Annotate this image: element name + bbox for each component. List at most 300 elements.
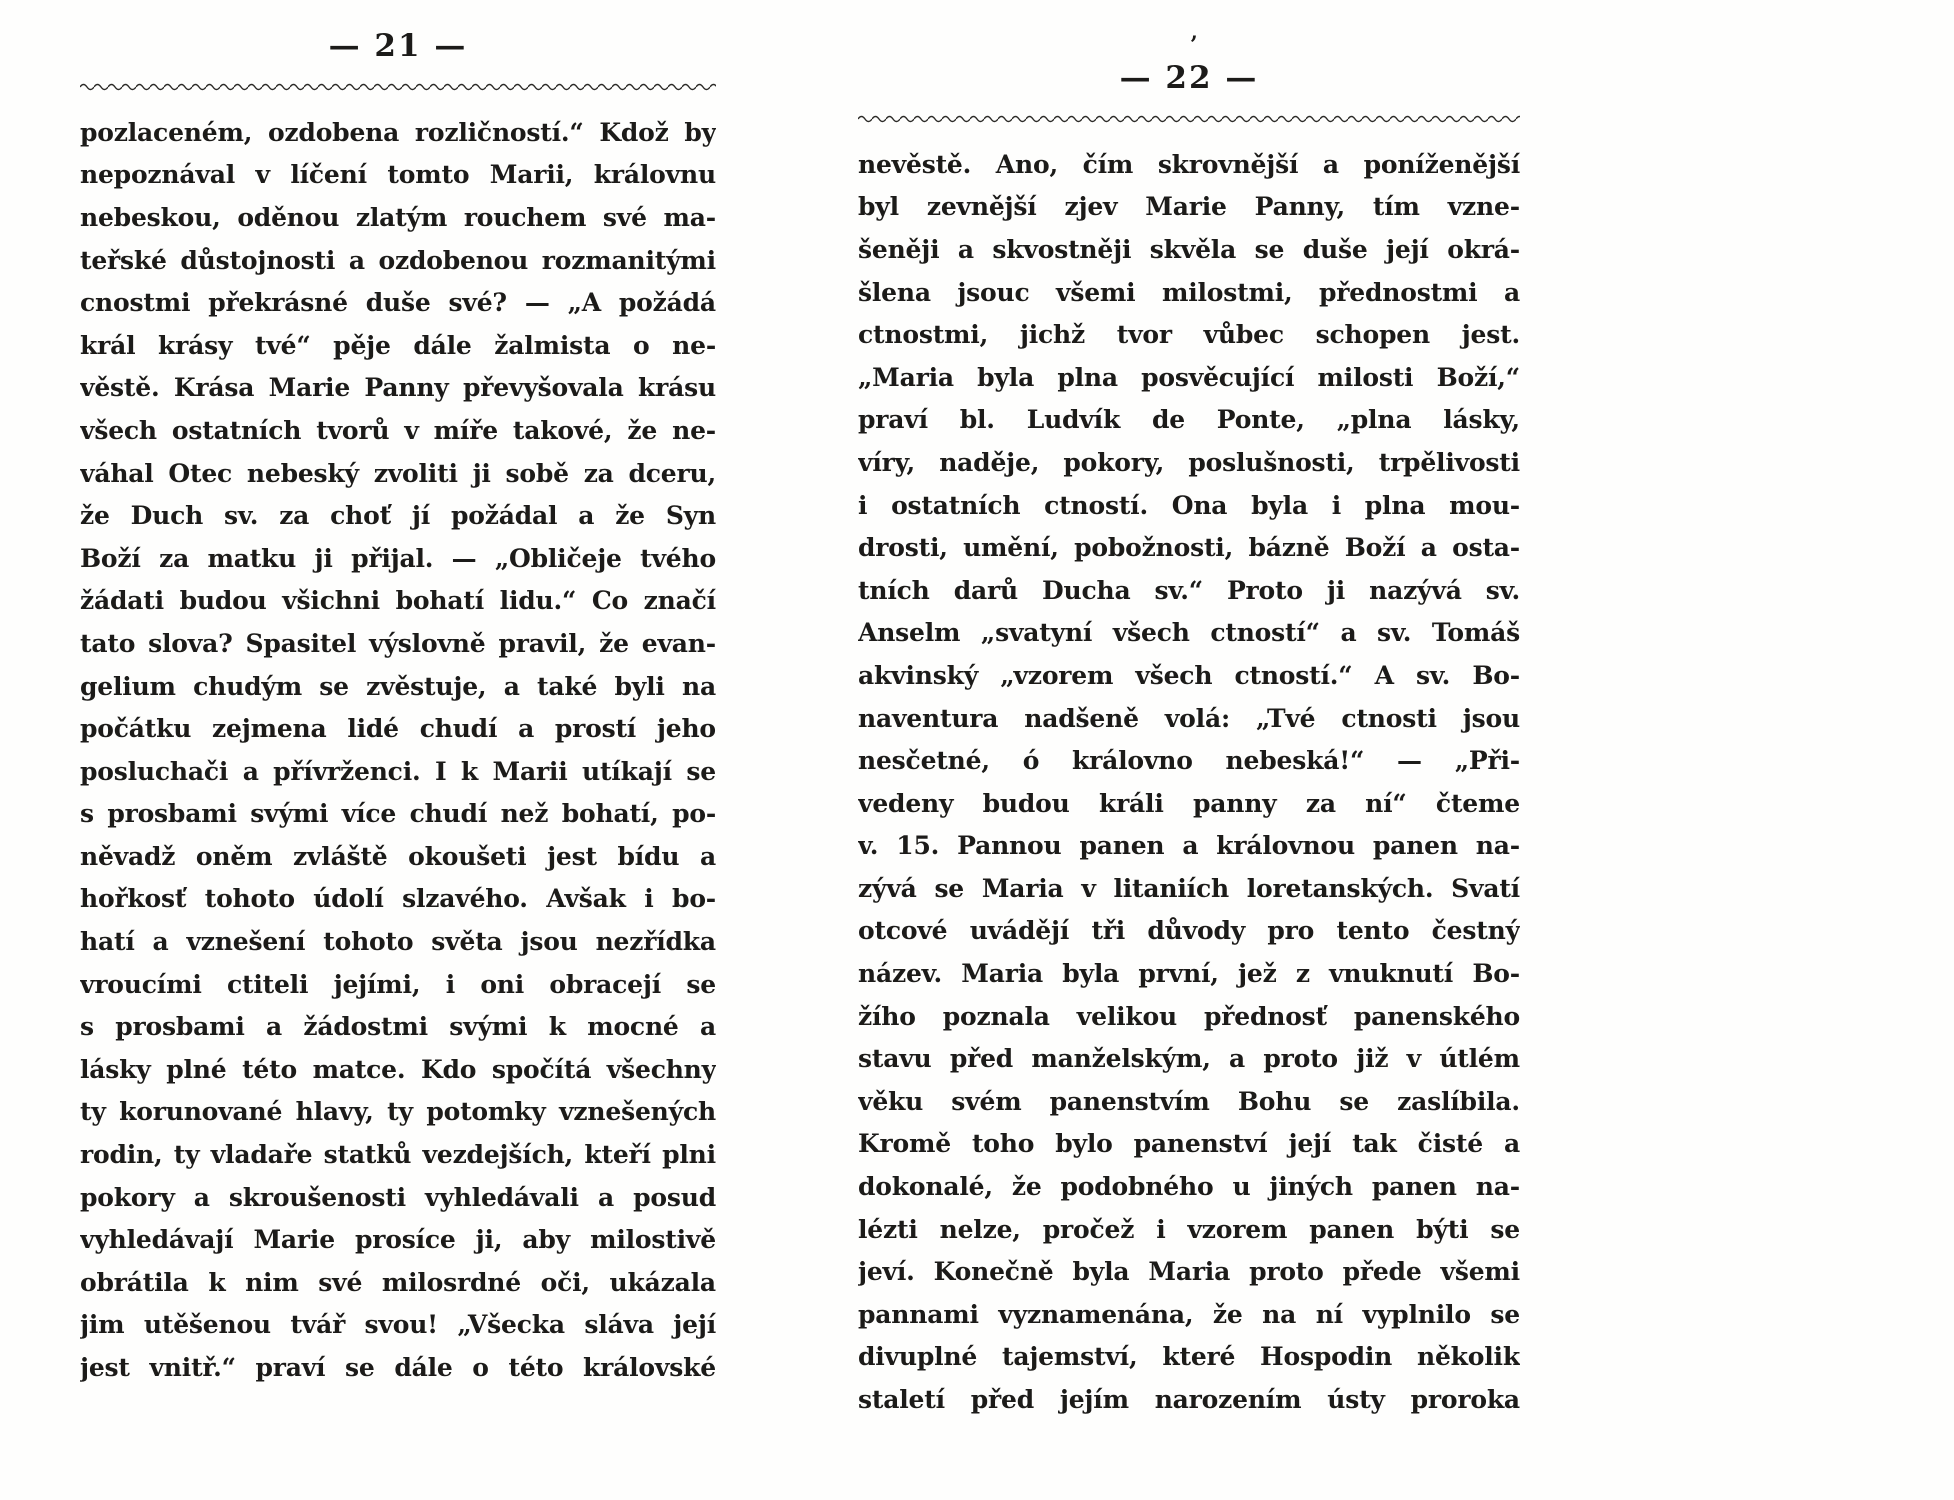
word: svém: [951, 1086, 1022, 1116]
text-line: [80, 111, 716, 154]
word: Co: [591, 586, 629, 616]
word: býti: [1416, 1214, 1469, 1244]
word: chudí: [409, 799, 488, 829]
word: volá:: [1164, 703, 1230, 733]
word: zaslíbila.: [1397, 1086, 1520, 1116]
word: s: [80, 1012, 94, 1042]
word: šeněji: [858, 234, 940, 264]
text-line: [858, 228, 1520, 271]
page-text-block: [80, 111, 716, 1389]
word: nezřídka: [595, 927, 716, 957]
text-line: [80, 1133, 716, 1176]
text-line: [80, 878, 716, 921]
word: váhal: [80, 458, 154, 488]
word: požádal: [450, 501, 558, 531]
word: se: [686, 756, 716, 786]
word: zývá: [858, 873, 917, 903]
word: umění,: [963, 533, 1059, 563]
word: údolí: [313, 884, 384, 914]
word: Boží: [80, 543, 141, 573]
word: počátku: [80, 714, 192, 744]
word: ní“: [1365, 788, 1407, 818]
word: všichni: [282, 586, 380, 616]
word: —: [524, 288, 550, 318]
word: tvorů: [316, 415, 390, 445]
word: a: [348, 245, 365, 275]
word: „Obličeje: [494, 543, 622, 573]
word: sv.: [1377, 618, 1412, 648]
word: vzorem: [1187, 1214, 1288, 1244]
word: převyšovala: [463, 373, 624, 403]
text-line: [858, 1378, 1520, 1421]
word: utěšenou: [143, 1310, 271, 1340]
word: —: [451, 543, 477, 573]
word: praví: [858, 405, 928, 435]
word: okoušeti: [408, 841, 527, 871]
word: světa: [431, 927, 503, 957]
word: víry,: [858, 447, 916, 477]
word: na-: [1475, 1172, 1520, 1202]
word: ukázala: [609, 1267, 716, 1297]
word: a: [700, 1012, 716, 1042]
text-line: [858, 441, 1520, 484]
word: k: [460, 756, 479, 786]
word: z: [1295, 959, 1310, 989]
text-line: [858, 825, 1520, 868]
word: lásky: [80, 1054, 151, 1084]
word: pobožnosti,: [1074, 533, 1234, 563]
word: a: [1503, 277, 1520, 307]
word: ty: [387, 1097, 413, 1127]
text-line: [80, 494, 716, 537]
word: choť: [330, 501, 391, 531]
word: zvláště: [292, 841, 388, 871]
word: prosíce: [354, 1225, 456, 1255]
word: a: [1229, 1044, 1246, 1074]
word: lidé: [347, 714, 399, 744]
word: jiných: [1269, 1172, 1353, 1202]
word: nebeská!“: [1225, 746, 1365, 776]
word: uvádějí: [969, 916, 1070, 946]
word: bl.: [959, 405, 995, 435]
word: chudým: [193, 671, 302, 701]
word: také: [537, 671, 598, 701]
word: všemi: [1056, 277, 1136, 307]
word: Ludvík: [1026, 405, 1121, 435]
word: nadšeně: [1024, 703, 1139, 733]
word: této: [242, 1054, 297, 1084]
word: čisté: [1417, 1129, 1483, 1159]
word: zevnější: [926, 192, 1037, 222]
word: tohoto: [204, 884, 295, 914]
word: A: [1374, 660, 1394, 690]
text-line: [80, 622, 716, 665]
word: o: [472, 1353, 489, 1383]
word: byla: [1251, 490, 1308, 520]
word: drosti,: [858, 533, 948, 563]
word: bídu: [617, 841, 680, 871]
word: jsou: [1462, 703, 1520, 733]
word: jeho: [656, 714, 716, 744]
word: darů: [953, 575, 1018, 605]
word: šlena: [858, 277, 931, 307]
word: jim: [80, 1310, 125, 1340]
word: posvěcující: [1141, 362, 1295, 392]
word: Marie: [268, 373, 351, 403]
word: oni: [480, 969, 525, 999]
word: Anselm: [858, 618, 961, 648]
word: teřské: [80, 245, 167, 275]
word: této: [508, 1353, 564, 1383]
word: vroucími: [80, 969, 202, 999]
word: oči,: [540, 1267, 590, 1297]
word: jest: [547, 841, 597, 871]
word: v: [404, 415, 419, 445]
word: naděje,: [939, 447, 1040, 477]
word: bo-: [672, 884, 716, 914]
word: Maria: [1148, 1257, 1231, 1287]
text-line: [858, 1123, 1520, 1166]
word: „Tvé: [1256, 703, 1316, 733]
word: budou: [982, 788, 1070, 818]
word: a: [1322, 149, 1339, 179]
word: a: [266, 1012, 283, 1042]
word: přede: [1342, 1257, 1422, 1287]
word: tních: [858, 575, 930, 605]
text-line: [858, 910, 1520, 953]
word: nevěstě.: [858, 149, 972, 179]
word: okrá-: [1447, 234, 1520, 264]
word: akvinský: [858, 660, 979, 690]
word: na: [1262, 1299, 1297, 1329]
text-line: [858, 654, 1520, 697]
word: její: [673, 1310, 716, 1340]
word: nelze,: [939, 1214, 1021, 1244]
word: za: [1305, 788, 1336, 818]
text-line: [858, 867, 1520, 910]
word: utíkají: [581, 756, 672, 786]
word: než: [500, 799, 549, 829]
word: ústy: [1327, 1385, 1385, 1415]
word: v: [1081, 873, 1096, 903]
word: Avšak: [546, 884, 626, 914]
word: panenství: [1133, 1129, 1268, 1159]
word: svými: [449, 1012, 528, 1042]
word: před: [970, 1385, 1034, 1415]
word: dále: [394, 1353, 453, 1383]
word: ctiteli: [226, 969, 309, 999]
word: obrátila: [80, 1267, 189, 1297]
word: název.: [858, 959, 942, 989]
text-line: [80, 1091, 716, 1134]
word: tato: [80, 628, 136, 658]
word: matce.: [312, 1054, 406, 1084]
word: Bohu: [1237, 1086, 1312, 1116]
word: věstě.: [80, 373, 160, 403]
word: všemi: [1440, 1257, 1520, 1287]
word: Ponte,: [1216, 405, 1305, 435]
text-line: [858, 313, 1520, 356]
word: a: [957, 234, 974, 264]
word: jejími,: [333, 969, 421, 999]
text-line: [858, 739, 1520, 782]
word: vznešení: [186, 927, 306, 957]
word: Panny,: [1254, 192, 1345, 222]
word: Svatí: [1451, 873, 1520, 903]
word: panen: [1371, 1172, 1457, 1202]
word: vyplnilo: [1362, 1299, 1471, 1329]
word: žalmista: [494, 330, 611, 360]
word: gelium: [80, 671, 176, 701]
word: tím: [1372, 192, 1420, 222]
word: před: [949, 1044, 1014, 1074]
word: loretanských.: [1246, 873, 1434, 903]
word: čteme: [1435, 788, 1520, 818]
word: slzavého.: [402, 884, 528, 914]
word: narozením: [1154, 1385, 1302, 1415]
word: které: [1162, 1342, 1236, 1372]
word: Tomáš: [1431, 618, 1520, 648]
word: skrovnější: [1157, 149, 1299, 179]
word: posluchači: [80, 756, 229, 786]
word: přednosť: [1203, 1001, 1327, 1031]
word: své: [602, 202, 647, 232]
text-line: [80, 1261, 716, 1304]
word: tvář: [290, 1310, 346, 1340]
text-line: [858, 1293, 1520, 1336]
text-line: [80, 580, 716, 623]
word: rozmanitými: [541, 245, 716, 275]
ink-speck: ’: [1190, 32, 1198, 58]
word: panny: [1192, 788, 1277, 818]
word: král: [80, 330, 136, 360]
word: ne-: [672, 330, 716, 360]
text-line: [80, 452, 716, 495]
word: v.: [858, 831, 879, 861]
text-line: [858, 697, 1520, 740]
word: všech: [1112, 618, 1190, 648]
word: bylo: [1055, 1129, 1113, 1159]
word: sv.: [224, 501, 259, 531]
word: rodin,: [80, 1140, 163, 1170]
word: Proto: [1226, 575, 1303, 605]
word: Krása: [173, 373, 255, 403]
text-line: [858, 952, 1520, 995]
text-line: [80, 281, 716, 324]
word: Pannou: [957, 831, 1062, 861]
word: ostatních: [891, 490, 1021, 520]
text-line: [858, 1208, 1520, 1251]
word: za: [279, 501, 310, 531]
word: s: [80, 799, 94, 829]
page-number: — 21 —: [328, 28, 468, 64]
word: zlatým: [355, 202, 448, 232]
word: pročež: [1042, 1214, 1135, 1244]
word: důstojnosti: [180, 245, 336, 275]
word: hatí: [80, 927, 135, 957]
word: plna: [1364, 490, 1426, 520]
text-line: [858, 1037, 1520, 1080]
word: a: [699, 841, 716, 871]
word: —: [1397, 746, 1422, 776]
word: ctností.: [1044, 490, 1148, 520]
word: bohatí,: [561, 799, 659, 829]
text-line: [80, 409, 716, 452]
word: vyhledávali: [425, 1182, 579, 1212]
text-line: [858, 612, 1520, 655]
word: tento: [1336, 916, 1410, 946]
word: divuplné: [858, 1342, 978, 1372]
word: jichž: [1019, 320, 1085, 350]
word: vladaře: [210, 1140, 313, 1170]
word: nebeskou,: [80, 202, 221, 232]
word: evan-: [641, 628, 716, 658]
word: tohoto: [323, 927, 414, 957]
word: a: [1503, 1129, 1520, 1159]
word: ctností.“: [1234, 660, 1353, 690]
text-line: [80, 537, 716, 580]
word: skroušenosti: [228, 1182, 406, 1212]
word: korunované: [119, 1097, 283, 1127]
word: schopen: [1315, 320, 1430, 350]
word: skvostněji: [992, 234, 1132, 264]
word: požádá: [618, 288, 716, 318]
word: manželským,: [1031, 1044, 1211, 1074]
word: statků: [323, 1140, 412, 1170]
word: již: [1356, 1044, 1389, 1074]
text-line: [858, 399, 1520, 442]
word: skvěla: [1149, 234, 1237, 264]
word: „Všecka: [457, 1310, 565, 1340]
word: I: [434, 756, 447, 786]
word: tajemství,: [1001, 1342, 1138, 1372]
word: vnitř.“: [149, 1353, 236, 1383]
word: vnuknutí: [1329, 959, 1454, 989]
word: svou!: [364, 1310, 438, 1340]
text-line: [858, 356, 1520, 399]
text-line: [80, 239, 716, 282]
text-line: [80, 1304, 716, 1347]
word: líčení: [290, 160, 367, 190]
word: všechny: [606, 1054, 716, 1084]
word: panenstvím: [1049, 1086, 1210, 1116]
text-line: [80, 793, 716, 836]
text-line: [80, 196, 716, 239]
word: ty: [173, 1140, 200, 1170]
word: žího: [858, 1001, 916, 1031]
word: svými: [250, 799, 329, 829]
word: Marie: [253, 1225, 335, 1255]
word: její: [1288, 1129, 1332, 1159]
word: nebeský: [246, 458, 359, 488]
word: panen: [1079, 831, 1165, 861]
word: nazývá: [1369, 575, 1462, 605]
word: tvé“: [254, 330, 311, 360]
word: důvody: [1147, 916, 1246, 946]
word: k: [208, 1267, 226, 1297]
word: prosbami: [115, 1012, 245, 1042]
word: Bo-: [1472, 959, 1520, 989]
word: trpělivosti: [1378, 447, 1520, 477]
word: královnou: [1216, 831, 1355, 861]
word: královské: [583, 1353, 716, 1383]
word: ji,: [475, 1225, 503, 1255]
word: Kromě: [858, 1129, 951, 1159]
text-line: [80, 1218, 716, 1261]
word: že: [627, 415, 658, 445]
word: by: [684, 117, 716, 147]
word: Duch: [130, 501, 204, 531]
text-line: [80, 920, 716, 963]
word: tak: [1352, 1129, 1397, 1159]
word: jejím: [1059, 1385, 1129, 1415]
word: naventura: [858, 703, 999, 733]
word: prosbami: [107, 799, 237, 829]
word: zejmena: [212, 714, 327, 744]
word: první,: [1138, 959, 1219, 989]
word: ji: [472, 458, 491, 488]
text-line: [858, 1165, 1520, 1208]
word: obracejí: [549, 969, 662, 999]
ornamental-wavy-rule: [80, 77, 716, 87]
word: toho: [971, 1129, 1035, 1159]
word: dceru,: [628, 458, 716, 488]
word: litaniích: [1113, 873, 1229, 903]
word: jež: [1238, 959, 1277, 989]
word: ma-: [663, 202, 716, 232]
word: oněm: [195, 841, 273, 871]
word: aby: [522, 1225, 570, 1255]
word: Boží: [1344, 533, 1406, 563]
word: se: [1490, 1299, 1520, 1329]
word: Spasitel: [245, 628, 357, 658]
word: Marii,: [489, 160, 574, 190]
word: vyznamenána,: [998, 1299, 1194, 1329]
word: v: [255, 160, 270, 190]
word: proto: [1249, 1257, 1324, 1287]
word: bohatí: [395, 586, 485, 616]
word: „svatyní: [980, 618, 1093, 648]
word: vzne-: [1447, 192, 1520, 222]
word: ji: [314, 543, 333, 573]
text-line: [80, 835, 716, 878]
word: potomky: [426, 1097, 546, 1127]
word: dále: [413, 330, 472, 360]
word: zvoliti: [373, 458, 458, 488]
word: ozdobena: [267, 117, 400, 147]
word: jí: [411, 501, 431, 531]
wavy-rule-icon: [858, 114, 1520, 124]
word: za: [159, 543, 190, 573]
word: že: [80, 501, 110, 531]
word: matku: [207, 543, 297, 573]
word: jsou: [520, 927, 578, 957]
word: pannami: [858, 1299, 979, 1329]
word: vyhledávají: [80, 1225, 234, 1255]
text-line: [80, 367, 716, 410]
word: de: [1151, 405, 1185, 435]
word: pravil,: [498, 628, 587, 658]
page-text-block: [858, 143, 1520, 1421]
word: sv.: [1416, 660, 1451, 690]
word: žádati: [80, 586, 164, 616]
word: u: [1232, 1172, 1251, 1202]
word: Ona: [1171, 490, 1228, 520]
text-line: [80, 750, 716, 793]
text-line: [80, 154, 716, 197]
ornamental-wavy-rule: [858, 109, 1520, 119]
word: a: [503, 671, 520, 701]
